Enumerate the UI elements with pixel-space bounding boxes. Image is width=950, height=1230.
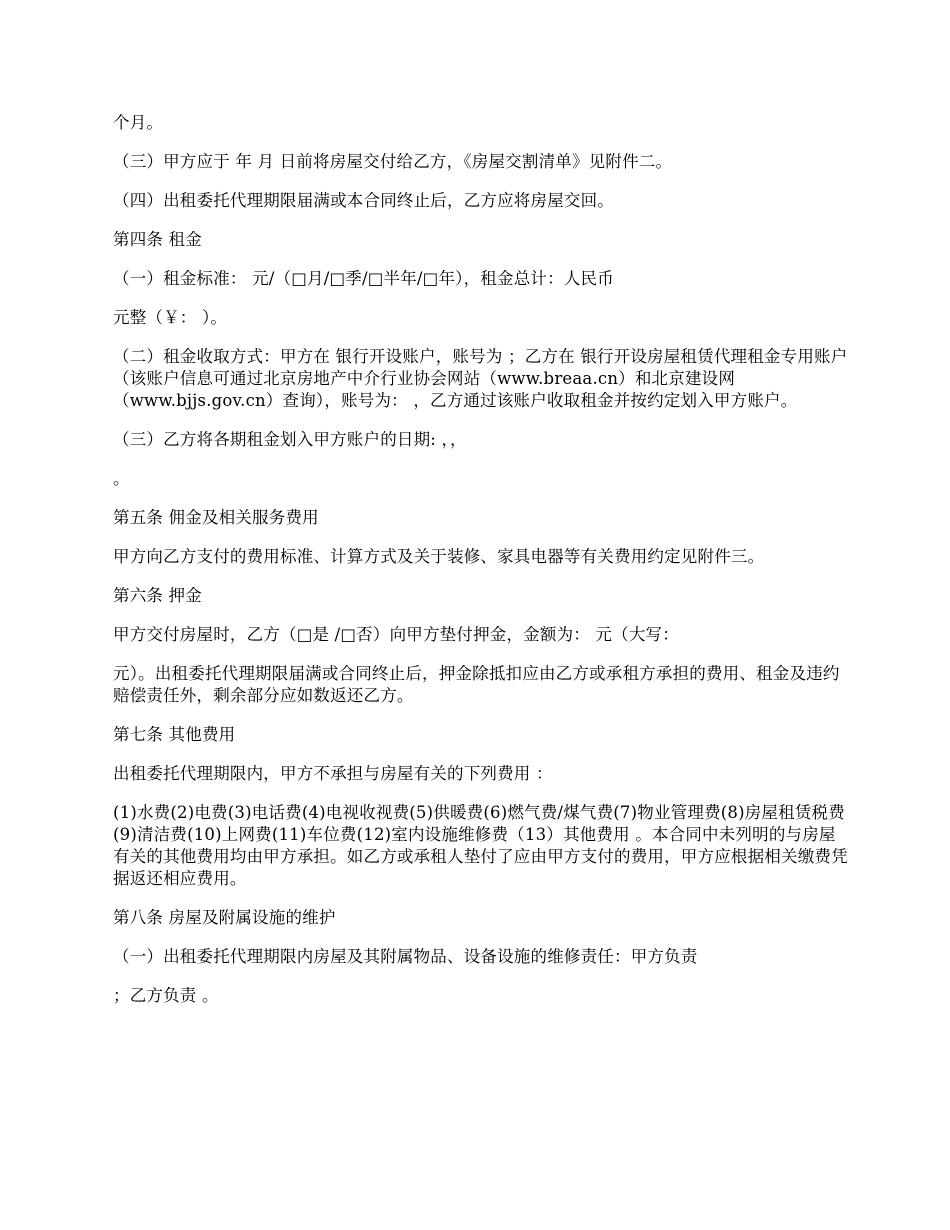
article-7-heading: 第七条 其他费用 <box>113 725 236 744</box>
paragraph-months: 个月。 <box>113 113 164 132</box>
paragraph-deposit: 甲方交付房屋时，乙方（□是 /□否）向甲方垫付押金，金额为： 元（大写： <box>113 625 679 644</box>
paragraph-handover-date: （三）甲方应于 年 月 日前将房屋交付给乙方，《房屋交割清单》见附件二。 <box>113 152 673 171</box>
paragraph-maintenance: （一）出租委托代理期限内房屋及其附属物品、设备设施的维修责任：甲方负责 <box>113 947 698 966</box>
paragraph-rent-transfer-date: （三）乙方将各期租金划入甲方账户的日期: ，， <box>113 430 467 449</box>
article-8-heading: 第八条 房屋及附属设施的维护 <box>113 908 336 927</box>
paragraph-rent-collection: （二）租金收取方式：甲方在 银行开设账户，账号为 ；乙方在 银行开设房屋租赁代理租金专用账户（该账户信息可通过北京房地产中介行业协会网站（www.breaa.cn）和北京建设网（www.bjjs.gov.cn）查询），账号为： ，乙方通过该账户收取租金并按约定划入甲方账户。 <box>113 347 848 410</box>
paragraph-period: 。 <box>113 469 130 488</box>
paragraph-return-house: （四）出租委托代理期限届满或本合同终止后，乙方应将房屋交回。 <box>113 191 614 210</box>
paragraph-other-fees-intro: 出租委托代理期限内，甲方不承担与房屋有关的下列费用 ： <box>113 764 553 783</box>
article-6-heading: 第六条 押金 <box>113 586 202 605</box>
article-5-heading: 第五条 佣金及相关服务费用 <box>113 508 319 527</box>
article-4-heading: 第四条 租金 <box>113 230 202 249</box>
document-body <box>113 112 849 1024</box>
paragraph-fee-list: (1)水费(2)电费(3)电话费(4)电视收视费(5)供暖费(6)燃气费/煤气费(7)物业管理费(8)房屋租赁税费(9)清洁费(10)上网费(11)车位费(12)室内设施维修费（13）其他费用 。本合同中未列明的与房屋有关的其他费用均由甲方承担。如乙方或承租人垫付了应由甲方支付的费用，甲方应根据相关缴费凭据返还相应费用。 <box>113 803 848 888</box>
paragraph-commission: 甲方向乙方支付的费用标准、计算方式及关于装修、家具电器等有关费用约定见附件三。 <box>113 547 765 566</box>
paragraph-deposit-return: 元）。出租委托代理期限届满或合同终止后，押金除抵扣应由乙方或承租方承担的费用、租金及违约赔偿责任外，剩余部分应如数返还乙方。 <box>113 664 840 705</box>
paragraph-rent-total: 元整（￥： ）。 <box>113 308 228 327</box>
paragraph-maintenance-party-b: ；乙方负责 。 <box>113 986 219 1005</box>
paragraph-rent-standard: （一）租金标准： 元/（□月/□季/□半年/□年），租金总计：人民币 <box>113 269 614 288</box>
